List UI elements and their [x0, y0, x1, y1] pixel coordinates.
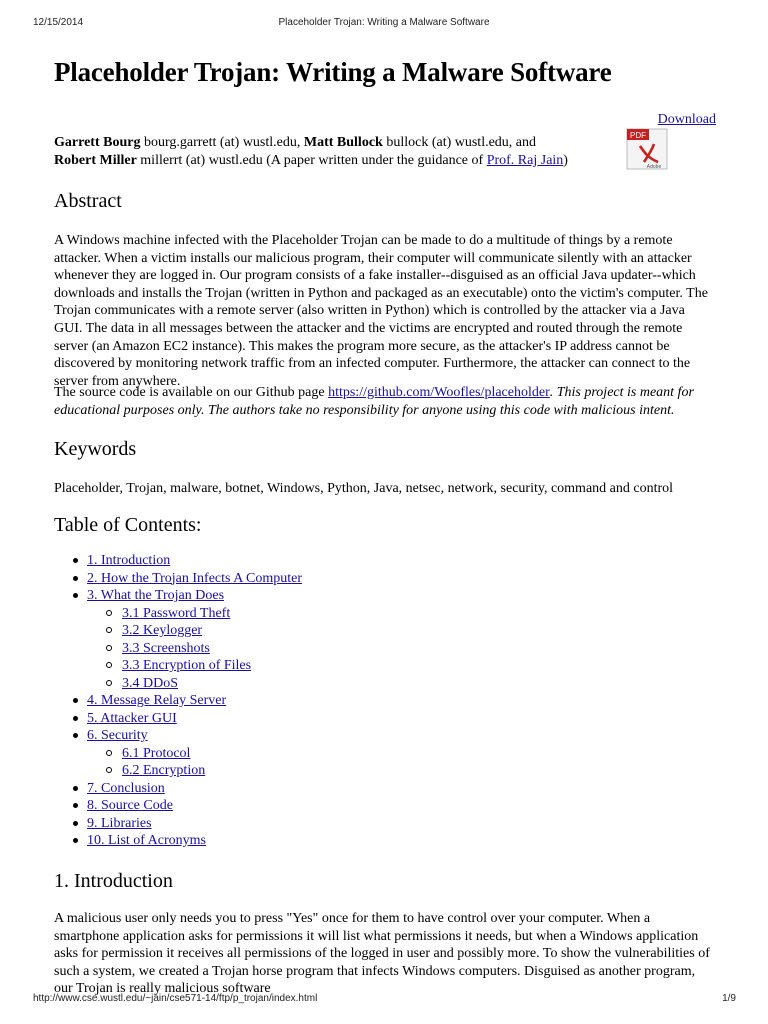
abstract-paragraph: A Windows machine infected with the Placeholder Trojan can be made to do a multitude of things by a remote attacker. When a victim installs our malicious program, their computer will communicate silently with an attacker whenever they are logged in. Our program consists of a fake installer--disguised as an official Java updater--which downloads and installs the Trojan (written in Python and packaged as an executable) onto the victim's computer. The Trojan communicates with a remote server (also written in Python) which is controlled by the attacker via a Java GUI. The data in all messages between the attacker and the victims are encrypted and routed through the remote server (an Amazon EC2 instance). This makes the program more secure, as the attacker's IP address cannot be discovered by monitoring network traffic from an infected computer. Furthermore, the attacker can connect to the server from anywhere.: [54, 233, 708, 389]
print-header: [0, 17, 768, 31]
toc-item: [54, 640, 716, 658]
download-link[interactable]: Download: [657, 112, 716, 127]
source-code-paragraph: [54, 384, 716, 419]
bullet-icon: [73, 593, 78, 598]
toc-link[interactable]: 6. Security: [87, 728, 148, 743]
page-title: Placeholder Trojan: Writing a Malware Software: [54, 57, 612, 87]
bullet-icon: [73, 838, 78, 843]
author-3-name: Robert Miller: [54, 153, 137, 168]
toc-link[interactable]: 3.3 Encryption of Files: [122, 658, 252, 673]
circle-bullet-icon: [106, 750, 112, 756]
toc-item: [54, 745, 716, 763]
print-doc-title: Placeholder Trojan: Writing a Malware Software: [278, 17, 490, 28]
bullet-icon: [73, 821, 78, 826]
toc-link[interactable]: 3. What the Trojan Does: [87, 588, 225, 603]
disclaimer-text: . This project is meant for educational purposes only. The authors take no responsibility for anyone using this code with malicious intent.: [54, 385, 694, 418]
toc-list: [54, 552, 716, 850]
author-3-email: millerrt (at) wustl.edu (A paper written under the guidance of: [136, 153, 487, 168]
toc-item: [54, 657, 716, 675]
introduction-heading: 1. Introduction: [54, 870, 173, 892]
print-footer: [0, 993, 768, 1007]
print-page-number: 1/9: [722, 993, 736, 1004]
author-2-name: Matt Bullock: [303, 135, 383, 150]
author-1-name: Garrett Bourg: [54, 135, 141, 150]
pdf-icon-sublabel: Adobe: [646, 164, 662, 170]
abstract-heading: Abstract: [54, 190, 122, 212]
toc-link[interactable]: 1. Introduction: [87, 553, 171, 568]
toc-link[interactable]: 4. Message Relay Server: [87, 693, 227, 708]
toc-link[interactable]: 5. Attacker GUI: [87, 710, 177, 726]
bullet-icon: [73, 733, 78, 738]
author-line: [54, 134, 574, 170]
toc-item: [54, 780, 716, 798]
toc-link[interactable]: 3.2 Keylogger: [122, 623, 203, 638]
toc-item: [54, 675, 716, 693]
bullet-icon: [73, 558, 78, 563]
toc-item: [54, 797, 716, 815]
toc-item: [54, 552, 716, 570]
author-2-email: bullock (at) wustl.edu, and: [382, 135, 537, 150]
bullet-icon: [73, 803, 78, 808]
circle-bullet-icon: [106, 680, 112, 686]
bullet-icon: [73, 786, 78, 791]
toc-link[interactable]: 6.1 Protocol: [122, 745, 191, 761]
toc-item: [54, 587, 716, 605]
author-line-close: ): [563, 153, 568, 168]
print-url: http://www.cse.wustl.edu/~jain/cse571-14/ftp/p_trojan/index.html: [33, 993, 318, 1004]
circle-bullet-icon: [106, 645, 112, 651]
toc-link[interactable]: 2. How the Trojan Infects A Computer: [87, 570, 303, 586]
github-link[interactable]: https://github.com/Woofles/placeholder: [328, 385, 550, 400]
bullet-icon: [73, 716, 78, 721]
circle-bullet-icon: [106, 627, 112, 633]
toc-link[interactable]: 6.2 Encryption: [122, 763, 206, 778]
toc-item: [54, 622, 716, 640]
advisor-link[interactable]: Prof. Raj Jain: [486, 153, 564, 168]
toc-item: [54, 570, 716, 588]
circle-bullet-icon: [106, 662, 112, 668]
toc-heading: Table of Contents:: [54, 514, 202, 536]
pdf-icon[interactable]: [626, 126, 670, 170]
bullet-icon: [73, 698, 78, 703]
document-content: [54, 52, 716, 997]
pdf-icon-label: PDF: [630, 131, 646, 140]
keywords-heading: Keywords: [54, 438, 137, 460]
introduction-paragraph: A malicious user only needs you to press "Yes" once for them to have control over your computer. When a smartphone application asks for permissions it will list what permissions it needs, but when a Windows application asks for permission it receives all permissions of the logged in user and possibly more. To show the vulnerabilities of such a system, we created a Trojan horse program that infects Windows computers. Disguised as another program, our Trojan is really malicious software: [54, 911, 710, 997]
toc-item: [54, 692, 716, 710]
circle-bullet-icon: [106, 767, 112, 773]
toc-item: [54, 815, 716, 833]
toc-link[interactable]: 8. Source Code: [87, 798, 173, 813]
source-code-intro: The source code is available on our Github page: [54, 385, 329, 400]
toc-item: [54, 832, 716, 850]
table-of-contents: [54, 552, 716, 850]
toc-item: [54, 605, 716, 623]
toc-item: [54, 762, 716, 780]
toc-link[interactable]: 9. Libraries: [87, 815, 152, 831]
keywords-paragraph: Placeholder, Trojan, malware, botnet, Windows, Python, Java, netsec, network, security, command and control: [54, 481, 674, 496]
toc-link[interactable]: 3.3 Screenshots: [122, 640, 210, 656]
author-1-email: bourg.garrett (at) wustl.edu,: [140, 135, 304, 150]
toc-item: [54, 710, 716, 728]
toc-link[interactable]: 7. Conclusion: [87, 780, 165, 796]
circle-bullet-icon: [106, 610, 112, 616]
toc-link[interactable]: 10. List of Acronyms: [87, 833, 206, 848]
bullet-icon: [73, 576, 78, 581]
print-date: 12/15/2014: [33, 17, 84, 28]
toc-link[interactable]: 3.4 DDoS: [122, 675, 179, 691]
toc-link[interactable]: 3.1 Password Theft: [122, 605, 231, 621]
toc-item: [54, 727, 716, 745]
